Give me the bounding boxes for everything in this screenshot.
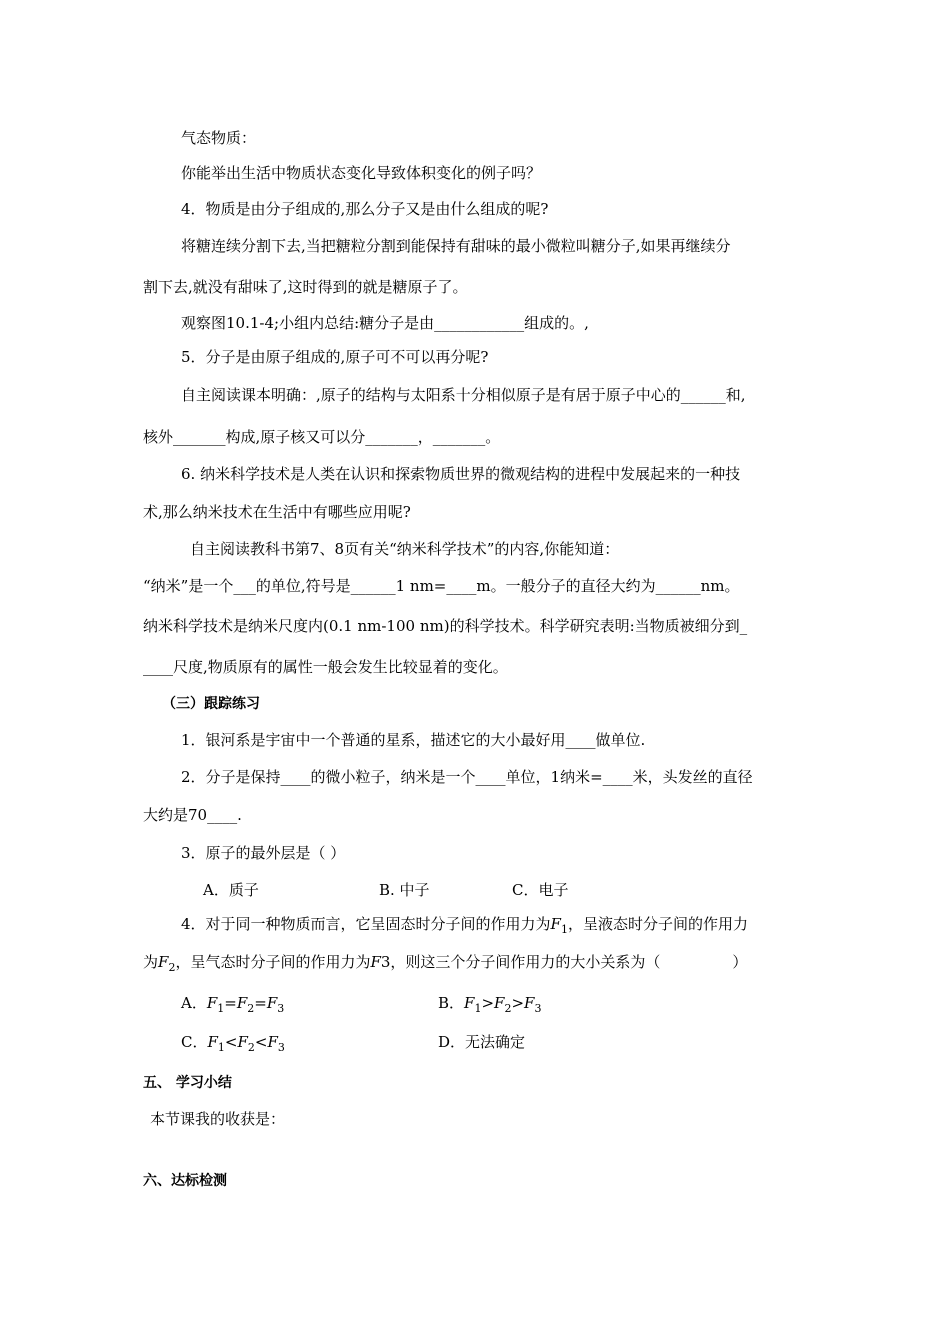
ask-example-line: 你能举出生活中物质状态变化导致体积变化的例子吗？ <box>181 164 542 182</box>
section-6-title: 六、达标检测 <box>143 1173 227 1189</box>
exercise-4-text-6: ） <box>732 953 748 971</box>
observe-line: 观察图10.1-4;小组内总结:糖分子是由____________组成的。, <box>181 314 589 332</box>
exercise-3-option-c: C．电子 <box>512 881 569 899</box>
subscript: 3 <box>277 1041 285 1054</box>
sugar-paragraph-line-1: 将糖连续分割下去,当把糖粒分割到能保持有甜味的最小微粒叫糖分子,如果再继续分 <box>181 237 731 255</box>
subscript: 2 <box>247 1002 255 1015</box>
subscript: 1 <box>217 1002 225 1015</box>
section-5-body: 本节课我的收获是： <box>150 1110 286 1128</box>
f-symbol: F <box>207 1033 218 1051</box>
exercise-4-text-2: ，呈液态时分子间的作用力 <box>567 915 748 933</box>
exercise-3-option-a: A．质子 <box>203 881 259 899</box>
exercise-2-line-1: 2．分子是保持____的微小粒子，纳米是一个____单位，1纳米=____米，头发丝的直径 <box>181 768 753 786</box>
relation-sign: > <box>481 994 495 1012</box>
subscript: 3 <box>277 1002 285 1015</box>
exercise-2-line-2: 大约是70____. <box>143 806 242 824</box>
exercise-3-option-b: B. 中子 <box>379 881 430 899</box>
exercise-4-option-d: D．无法确定 <box>438 1033 526 1051</box>
f-symbol: F <box>206 994 218 1012</box>
question-5: 5．分子是由原子组成的,原子可不可以再分呢? <box>181 348 489 366</box>
subscript: 2 <box>504 1002 512 1015</box>
question-4: 4．物质是由分子组成的,那么分子又是由什么组成的呢? <box>181 200 549 218</box>
option-label: A． <box>181 994 207 1012</box>
f-symbol: F <box>266 994 278 1012</box>
section-5-title: 五、 学习小结 <box>143 1075 232 1091</box>
subscript: 2 <box>168 961 176 974</box>
subscript: 2 <box>247 1041 255 1054</box>
exercise-4-text-3: 为 <box>143 953 159 971</box>
question-6-line-1: 6. 纳米科学技术是人类在认识和探索物质世界的微观结构的进程中发展起来的一种技 <box>181 465 741 483</box>
nano-line-3: ____尺度,物质原有的属性一般会发生比较显着的变化。 <box>143 658 508 676</box>
gaseous-line: 气态物质： <box>181 129 257 147</box>
f-symbol: F <box>550 915 561 933</box>
exercise-4-text-1: 4．对于同一种物质而言，它呈固态时分子间的作用力为 <box>181 915 551 933</box>
f-symbol: F <box>494 994 505 1012</box>
exercise-1: 1．银河系是宇宙中一个普通的星系，描述它的大小最好用____做单位. <box>181 731 646 749</box>
sugar-paragraph-line-2: 割下去,就没有甜味了,这时得到的就是糖原子了。 <box>143 278 468 296</box>
f-symbol: F <box>524 994 535 1012</box>
nano-line-1: “纳米”是一个___的单位,符号是______1 nm=____m。一般分子的直径大约为______nm。 <box>143 577 740 595</box>
exercise-3: 3．原子的最外层是（ ） <box>181 844 346 862</box>
exercise-4-line-2 <box>143 952 747 972</box>
section-3-title: （三）跟踪练习 <box>162 696 260 712</box>
relation-sign: = <box>224 994 237 1012</box>
f-symbol: F <box>158 953 169 971</box>
exercise-4-text-5: 3，则这三个分子间作用力的大小关系为（ <box>380 953 661 971</box>
atom-reading-line-1: 自主阅读课本明确：,原子的结构与太阳系十分相似原子是有居于原子中心的______和, <box>181 386 746 404</box>
relation-sign: < <box>224 1033 238 1051</box>
question-6-line-2: 术,那么纳米技术在生活中有哪些应用呢? <box>143 503 411 521</box>
subscript: 1 <box>474 1002 482 1015</box>
relation-sign: < <box>254 1033 268 1051</box>
atom-reading-line-2: 核外_______构成,原子核又可以分_______，_______。 <box>143 428 501 446</box>
f-symbol: F <box>267 1033 278 1051</box>
f-symbol: F <box>237 1033 248 1051</box>
nano-line-2: 纳米科学技术是纳米尺度内(0.1 nm-100 nm)的科学技术。科学研究表明:当物质被细分到_ <box>143 617 748 635</box>
exercise-4-option-a <box>181 993 284 1013</box>
exercise-4-text-4: ，呈气态时分子间的作用力为 <box>175 953 371 971</box>
f-symbol: F <box>236 994 248 1012</box>
f-symbol: F <box>370 953 381 971</box>
relation-sign: > <box>511 994 525 1012</box>
option-label: C． <box>181 1033 208 1051</box>
relation-sign: = <box>254 994 267 1012</box>
exercise-4-option-b <box>438 993 541 1013</box>
nano-reading-intro: 自主阅读教科书第7、8页有关“纳米科学技术”的内容,你能知道： <box>190 540 620 558</box>
option-label: B． <box>438 994 465 1012</box>
subscript: 1 <box>217 1041 225 1054</box>
subscript: 3 <box>534 1002 542 1015</box>
subscript: 1 <box>560 923 568 936</box>
exercise-4-line-1 <box>181 914 748 934</box>
exercise-4-option-c <box>181 1032 285 1052</box>
f-symbol: F <box>464 994 475 1012</box>
